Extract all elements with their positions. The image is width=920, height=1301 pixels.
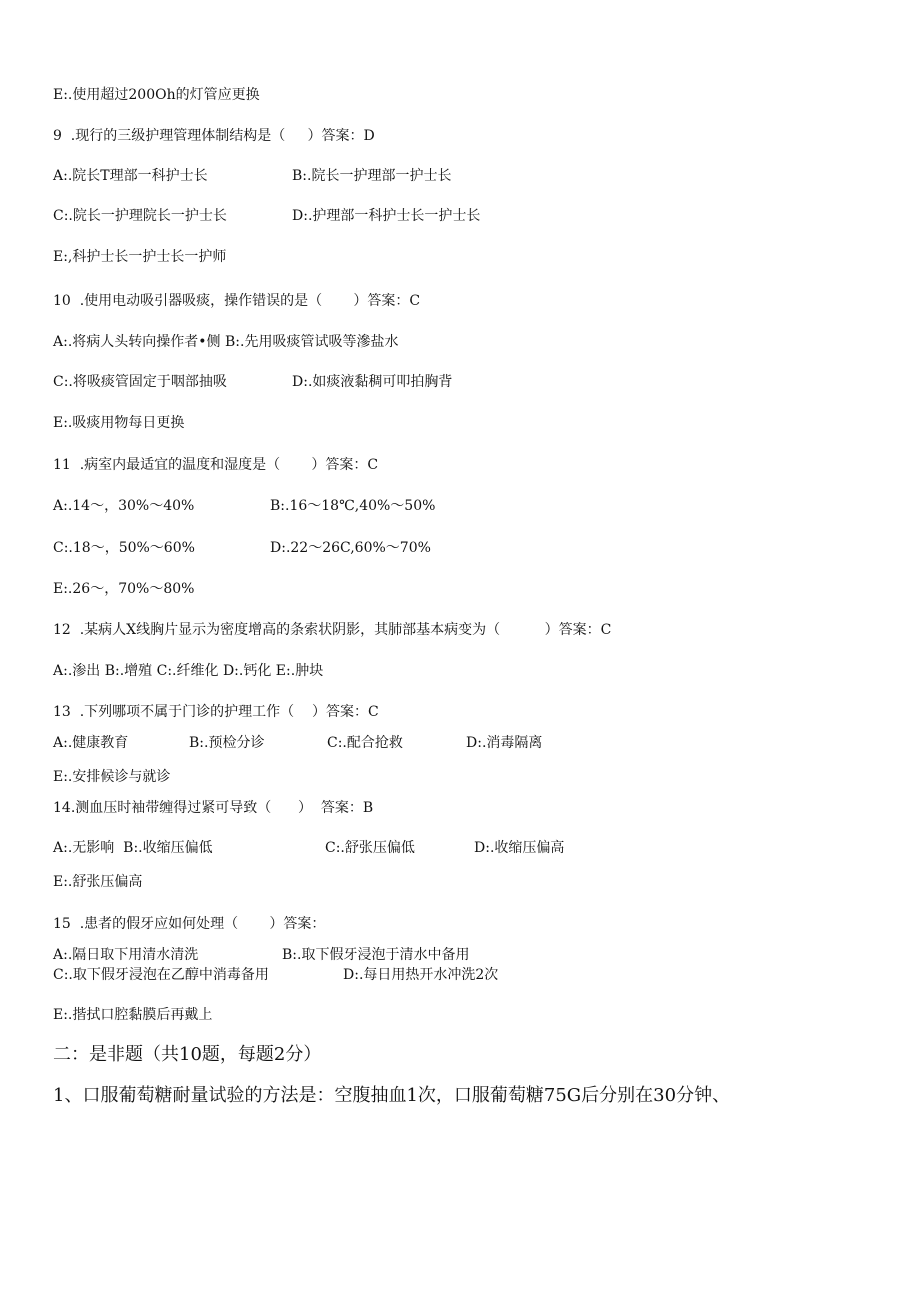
question-11-option-d: D:.22～26C,60%～70% <box>270 540 431 556</box>
question-11-option-c: C:.18～，50%～60% <box>53 540 195 556</box>
section-title: 二：是非题（共10题，每题2分） <box>53 1044 322 1065</box>
question-10-option-c: C:.将吸痰管固定于咽部抽吸 <box>53 374 227 390</box>
question-9-option-e: E:,科护士长一护士长一护师 <box>53 249 227 265</box>
question-11-option-b: B:.16～18℃,40%～50% <box>270 498 436 514</box>
question-11-option-a: A:.14～，30%～40% <box>53 498 195 514</box>
question-10-option-e: E:.吸痰用物每日更换 <box>53 415 185 431</box>
question-9-option-c: C:.院长一护理院长一护士长 <box>53 208 227 224</box>
question-9-option-a: A:.院长T理部一科护士长 <box>53 168 208 184</box>
question-13-option-b: B:.预检分诊 <box>189 735 265 751</box>
question-13-option-a: A:.健康教育 <box>53 735 129 751</box>
question-15-option-a: A:.隔日取下用清水清洗 <box>53 947 199 963</box>
question-10-option-d: D:.如痰液黏稠可叩拍胸背 <box>292 374 453 390</box>
question-15-option-d: D:.每日用热开水冲洗2次 <box>343 967 499 983</box>
question-15-option-c: C:.取下假牙浸泡在乙醇中消毒备用 <box>53 967 269 983</box>
question-15-option-b: B:.取下假牙浸泡于清水中备用 <box>282 947 470 963</box>
question-9-option-b: B:.院长一护理部一护士长 <box>292 168 452 184</box>
question-15-stem: 15 .患者的假牙应如何处理（ ）答案： <box>53 916 326 932</box>
tf-question-1: 1、口服葡萄糖耐量试验的方法是：空腹抽血1次，口服葡萄糖75G后分别在30分钟、 <box>53 1085 731 1106</box>
question-14-option-d: D:.收缩压偏高 <box>474 840 565 856</box>
question-10-option-a-b: A:.将病人头转向操作者•侧 B:.先用吸痰管试吸等滲盐水 <box>53 334 399 350</box>
question-11-option-e: E:.26～，70%～80% <box>53 581 195 597</box>
question-15-option-e: E:.揩拭口腔黏膜后再戴上 <box>53 1007 213 1023</box>
question-11-stem: 11 .病室内最适宜的温度和湿度是（ ）答案：C <box>53 457 379 473</box>
question-14-stem: 14.测血压时袖带缠得过紧可导致（ ） 答案：B <box>53 800 374 816</box>
question-13-option-d: D:.消毒隔离 <box>466 735 543 751</box>
question-9-option-d: D:.护理部一科护士长一护士长 <box>292 208 481 224</box>
question-13-stem: 13 .下列哪项不属于门诊的护理工作（ ）答案：C <box>53 704 379 720</box>
question-13-option-e: E:.安排候诊与就诊 <box>53 769 171 785</box>
question-12-stem: 12 .某病人X线胸片显示为密度增高的条索状阴影，其肺部基本病变为（ ）答案：C <box>53 622 612 638</box>
question-12-options: A:.渗出 B:.增殖 C:.纤维化 D:.钙化 E:.肿块 <box>53 663 324 679</box>
option-e-previous: E:.使用超过200Oh的灯管应更换 <box>53 87 260 103</box>
question-10-stem: 10 .使用电动吸引器吸痰，操作错误的是（ ）答案：C <box>53 293 421 309</box>
question-14-option-c: C:.舒张压偏低 <box>325 840 415 856</box>
question-14-option-e: E:.舒张压偏高 <box>53 874 143 890</box>
question-13-option-c: C:.配合抢救 <box>327 735 403 751</box>
question-14-option-a-b: A:.无影响 B:.收缩压偏低 <box>53 840 213 856</box>
question-9-stem: 9 .现行的三级护理管理体制结构是（ ）答案：D <box>53 128 375 144</box>
